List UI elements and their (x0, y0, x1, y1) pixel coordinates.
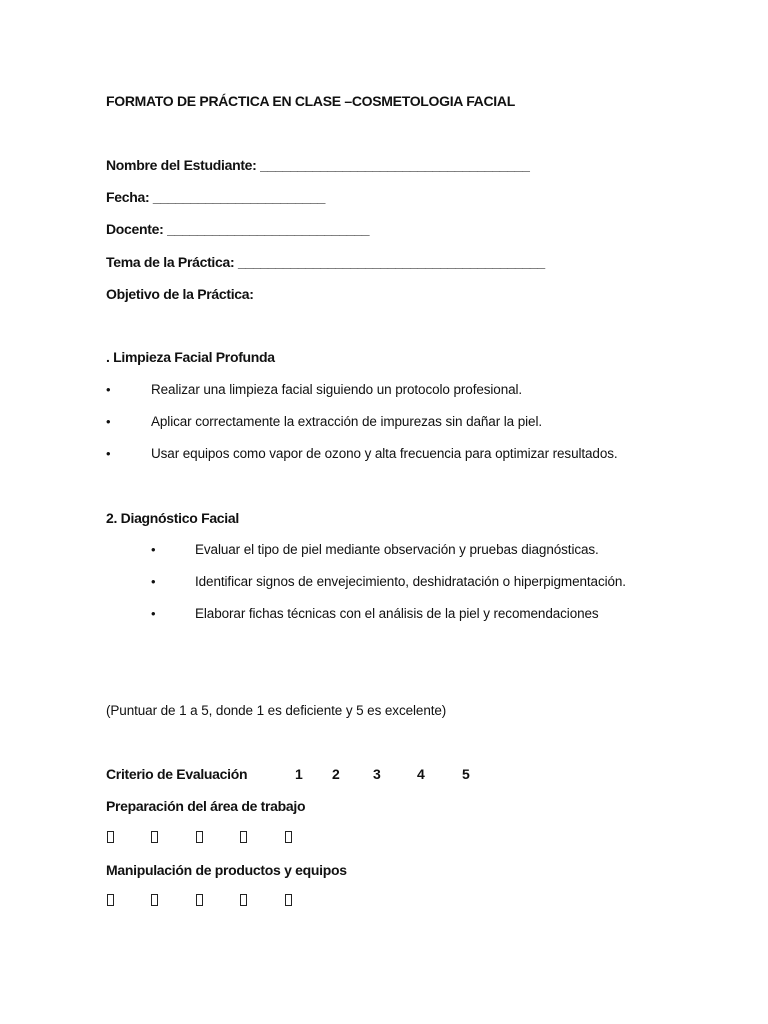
field-label: Docente: (106, 221, 164, 237)
section1-item: Realizar una limpieza facial siguiendo un protocolo profesional. (151, 382, 523, 397)
score-header: 2 (332, 766, 340, 782)
score-checkbox[interactable] (107, 894, 114, 906)
score-checkbox[interactable] (285, 894, 292, 906)
document-title: FORMATO DE PRÁCTICA EN CLASE –COSMETOLOGIA FACIAL (106, 93, 515, 109)
score-header: 4 (417, 766, 425, 782)
scale-note: (Puntuar de 1 a 5, donde 1 es deficiente y 5 es excelente) (106, 703, 447, 718)
score-checkbox[interactable] (196, 831, 203, 843)
bullet-marker: • (106, 414, 111, 429)
field-label: Nombre del Estudiante: (106, 157, 257, 173)
section2-heading: 2. Diagnóstico Facial (106, 510, 239, 526)
score-checkbox[interactable] (107, 831, 114, 843)
field-label: Fecha: (106, 189, 150, 205)
criterion-label: Preparación del área de trabajo (106, 798, 306, 814)
section1-item: Usar equipos como vapor de ozono y alta frecuencia para optimizar resultados. (151, 446, 618, 461)
score-header: 3 (373, 766, 381, 782)
field-blank: _________________________________________ (237, 254, 545, 270)
score-header: 5 (462, 766, 470, 782)
field-label: Tema de la Práctica: (106, 254, 235, 270)
score-header: 1 (295, 766, 303, 782)
score-checkbox[interactable] (240, 894, 247, 906)
score-checkbox[interactable] (240, 831, 247, 843)
field-student-name (106, 156, 530, 174)
bullet-marker: • (151, 606, 156, 621)
section2-item: Elaborar fichas técnicas con el análisis de la piel y recomendaciones (195, 606, 599, 621)
field-blank: _______________________ (152, 189, 326, 205)
field-blank: ____________________________________ (260, 157, 530, 173)
score-checkbox[interactable] (151, 894, 158, 906)
criterion-label: Manipulación de productos y equipos (106, 862, 347, 878)
field-blank: ___________________________ (167, 221, 370, 237)
score-checkbox[interactable] (285, 831, 292, 843)
score-checkbox[interactable] (196, 894, 203, 906)
evaluation-header-label: Criterio de Evaluación (106, 766, 248, 782)
section1-item: Aplicar correctamente la extracción de impurezas sin dañar la piel. (151, 414, 542, 429)
field-label: Objetivo de la Práctica: (106, 286, 254, 302)
bullet-marker: • (106, 446, 111, 461)
section1-heading: . Limpieza Facial Profunda (106, 349, 275, 365)
score-checkbox[interactable] (151, 831, 158, 843)
section2-item: Identificar signos de envejecimiento, deshidratación o hiperpigmentación. (195, 574, 626, 589)
bullet-marker: • (106, 382, 111, 397)
field-date (106, 188, 325, 206)
field-teacher (106, 220, 369, 238)
bullet-marker: • (151, 542, 156, 557)
section2-item: Evaluar el tipo de piel mediante observación y pruebas diagnósticas. (195, 542, 599, 557)
field-objective (106, 285, 254, 303)
field-topic (106, 253, 545, 271)
bullet-marker: • (151, 574, 156, 589)
